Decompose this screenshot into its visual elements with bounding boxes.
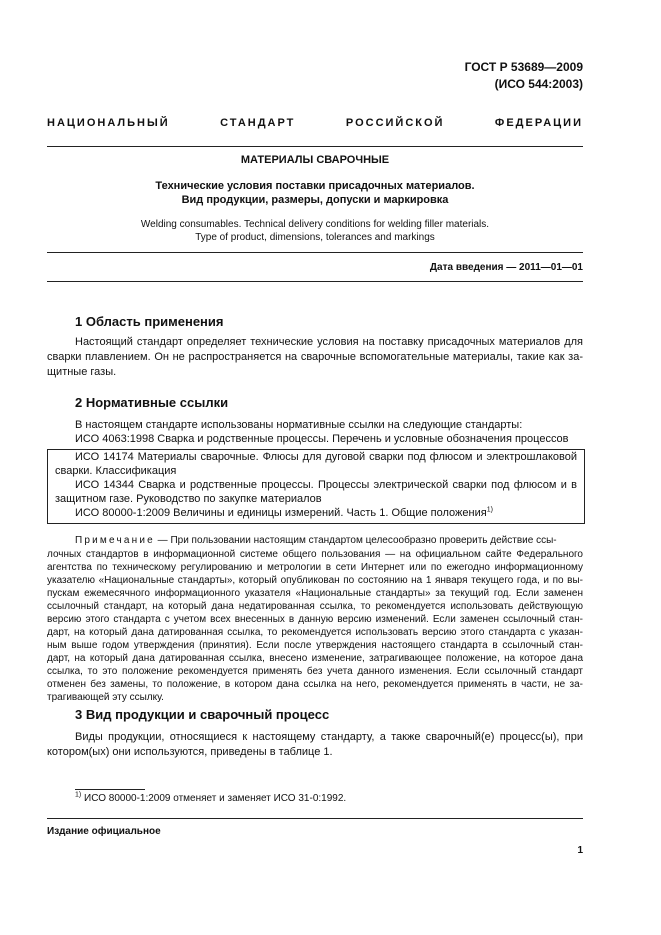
- subtitle-line-2: Вид продукции, размеры, допуски и маркировка: [181, 194, 449, 206]
- note-label: Примечание: [75, 535, 155, 546]
- footnote-separator: [75, 789, 145, 790]
- note-line: пускам ежемесячного информационного указателя «Национальные стандарты» за текущий год. Если заменен: [47, 588, 583, 599]
- section-2-line: ИСО 4063:1998 Сварка и родственные процессы. Перечень и условные обозначения процессов: [75, 433, 569, 445]
- section-1-line: сварки плавлением. Он не распространяется на сварочные вспомогательные материалы, такие как за-: [47, 351, 583, 363]
- footnote: [75, 793, 346, 804]
- footer-divider: [47, 818, 583, 819]
- reference-text: ИСО 80000-1:2009 Величины и единицы измерений. Часть 1. Общие положения: [75, 507, 487, 519]
- section-1-heading: 1 Область применения: [75, 314, 224, 329]
- english-title-line-1: Welding consumables. Technical delivery conditions for welding filler materials.: [140, 219, 490, 230]
- note-line: трагивающей эту ссылку.: [47, 692, 164, 703]
- note-line: ным выше годом утверждения (принятия). Если после утверждения настоящего стандарта в ссылочный стан-: [47, 640, 583, 651]
- subtitle-line-1: Технические условия поставки присадочных материалов.: [155, 180, 475, 192]
- reference-line: ИСО 14344 Сварка и родственные процессы. Процессы электрической сварки под флюсом и в: [75, 479, 577, 491]
- footnote-reference-mark[interactable]: 1): [486, 506, 493, 514]
- section-3-heading: 3 Вид продукции и сварочный процесс: [75, 707, 330, 722]
- section-2-line: В настоящем стандарте использованы нормативные ссылки на следующие стандарты:: [75, 419, 523, 431]
- section-1-line: щитные газы.: [47, 366, 117, 378]
- note-line: отменен без замены, то положение, в котором дана ссылка на него, рекомендуется применять в части, не за-: [47, 679, 583, 690]
- note-first-line: [75, 535, 583, 546]
- footnote-mark: 1): [75, 791, 82, 799]
- top-divider: [47, 146, 583, 147]
- note-line: ссылочный стандарт, на который дана недатированная ссылка, то рекомендуется использовать действующую: [47, 601, 583, 612]
- page-number: 1: [577, 845, 583, 856]
- iso-reference: (ИСО 544:2003): [494, 77, 583, 91]
- note-line: версию этого стандарта с учетом всех внесенных в данную версию изменений. Если заменен ссылочный стан-: [47, 614, 583, 625]
- note-line: дарт, на который дана датированная ссылка, внесено изменение, затрагивающее положение, на которое дана: [47, 653, 583, 664]
- section-1-line: Настоящий стандарт определяет технические условия на поставку присадочных материалов для: [75, 336, 583, 348]
- reference-line-iso-80000: [75, 507, 493, 519]
- national-standard-banner: НАЦИОНАЛЬНЫЙ СТАНДАРТ РОССИЙСКОЙ ФЕДЕРАЦИИ: [47, 117, 583, 129]
- note-line: дарт, на который дана датированная ссылка, то рекомендуется использовать версию этого стандарта с указан-: [47, 627, 583, 638]
- note-line: лочных стандартов в информационной системе общего пользования — на официальном сайте Федерального: [47, 549, 583, 560]
- section-3-line: Виды продукции, относящиеся к настоящему стандарту, а также сварочный(е) процесс(ы), при: [75, 731, 583, 743]
- reference-line: сварки. Классификация: [55, 465, 177, 477]
- date-divider: [47, 281, 583, 282]
- note-text: — При пользовании настоящим стандартом целесообразно проверить действие ссы-: [154, 535, 557, 546]
- english-title-line-2: Type of product, dimensions, tolerances and markings: [195, 232, 435, 243]
- note-line: ссылка, то это положение рекомендуется применять без учета данного изменения. Если ссылочный стандарт: [47, 666, 583, 677]
- note-line: агентства по техническому регулированию и метрологии в сети Интернет или по ежегодно информационному: [47, 562, 583, 573]
- reference-line: ИСО 14174 Материалы сварочные. Флюсы для дуговой сварки под флюсом и электрошлаковой: [75, 451, 577, 463]
- note-line: указателю «Национальные стандарты», который опубликован по состоянию на 1 января текущего года, и по вы-: [47, 575, 583, 586]
- footnote-text: ИСО 80000-1:2009 отменяет и заменяет ИСО 31-0:1992.: [81, 793, 347, 804]
- document-title: МАТЕРИАЛЫ СВАРОЧНЫЕ: [240, 154, 390, 166]
- reference-line: защитном газе. Руководство по закупке материалов: [55, 493, 322, 505]
- section-3-line: котором(ых) они используются, приведены в таблице 1.: [47, 746, 333, 758]
- edition-label: Издание официальное: [47, 826, 161, 837]
- title-divider: [47, 252, 583, 253]
- section-2-heading: 2 Нормативные ссылки: [75, 395, 229, 410]
- standard-designation: ГОСТ Р 53689—2009: [464, 60, 583, 74]
- introduction-date: Дата введения — 2011—01—01: [429, 262, 583, 273]
